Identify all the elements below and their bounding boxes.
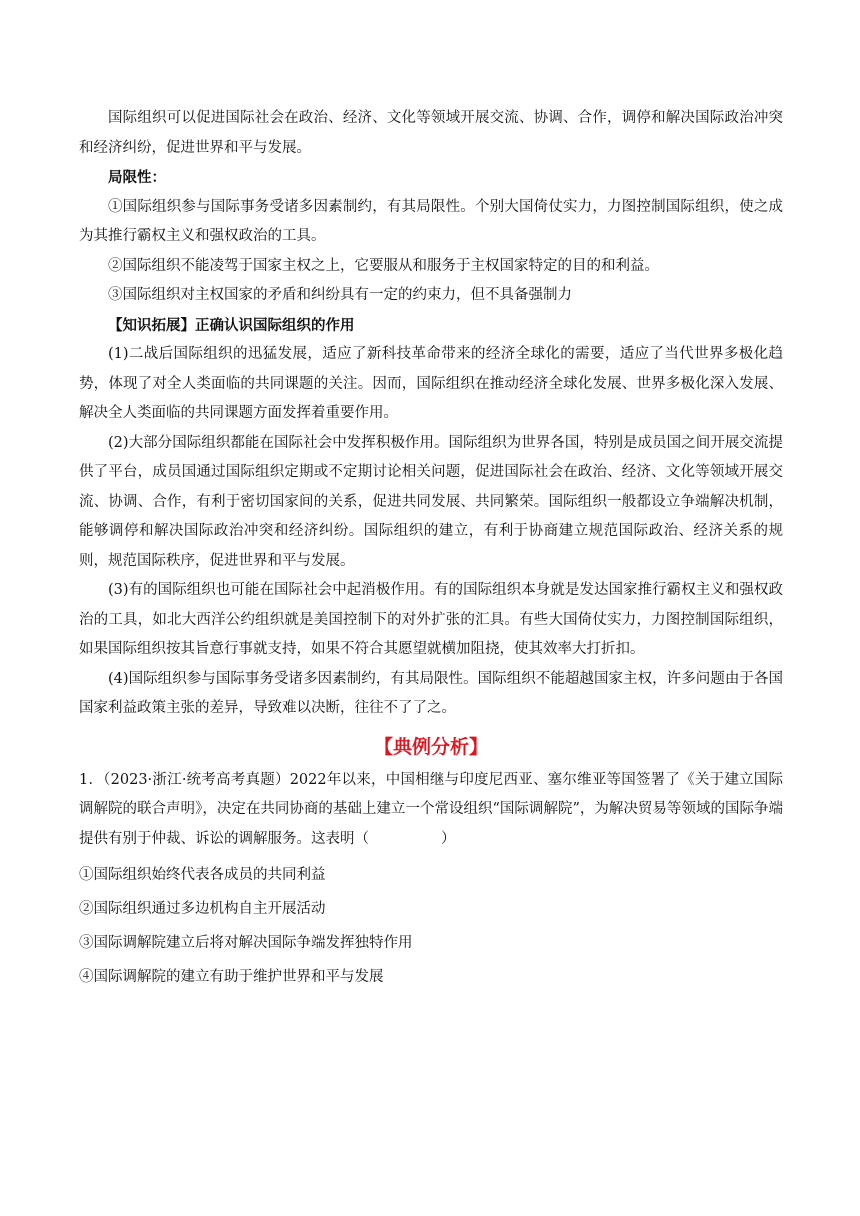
limitations-heading: 局限性： xyxy=(108,169,166,186)
option-3: ③国际调解院建立后将对解决国际争端发挥独特作用 xyxy=(79,935,413,951)
question-stem-text: 1．（2023·浙江·统考高考真题）2022年以来，中国相继与印度尼西亚、塞尔维亚等国签署了《关于建立国际调解院的联合声明》，决定在共同协商的基础上建立一个常设组织“国际调解院”，为解决贸易等领域的国际争端提供有别于仲裁、诉讼的调解服务。这表明（ xyxy=(79,771,783,847)
knowledge-paragraph-4: (4)国际组织参与国际事务受诸多因素制约，有其局限性。国际组织不能超越国家主权，许多问题由于各国国家利益政策主张的差异，导致难以决断，往往不了了之。 xyxy=(79,670,783,716)
question-stem-close: ） xyxy=(441,830,456,847)
knowledge-paragraph-1: (1)二战后国际组织的迅猛发展，适应了新科技革命带来的经济全球化的需要，适应了当代世界多极化趋势，体现了对全人类面临的共同课题的关注。因而，国际组织在推动经济全球化发展、世界多极化深入发展、解决全人类面临的共同课题方面发挥着重要作用。 xyxy=(79,346,783,421)
limitation-item-1: ①国际组织参与国际事务受诸多因素制约，有其局限性。个别大国倚仗实力，力图控制国际组织，使之成为其推行霸权主义和强权政治的工具。 xyxy=(79,198,783,244)
question-options xyxy=(79,858,783,994)
option-2: ②国际组织通过多边机构自主开展活动 xyxy=(79,901,326,917)
intro-paragraph: 国际组织可以促进国际社会在政治、经济、文化等领域开展交流、协调、合作，调停和解决国际政治冲突和经济纠纷，促进世界和平与发展。 xyxy=(79,110,783,156)
option-1: ①国际组织始终代表各成员的共同利益 xyxy=(79,867,326,883)
document-page xyxy=(79,104,783,994)
knowledge-paragraph-2: (2)大部分国际组织都能在国际社会中发挥积极作用。国际组织为世界各国，特别是成员国之间开展交流提供了平台，成员国通过国际组织定期或不定期讨论相关问题，促进国际社会在政治、经济、文化等领域开展交流、协调、合作，有利于密切国家间的关系，促进共同发展、共同繁荣。国际组织一般都设立争端解决机制，能够调停和解决国际政治冲突和经济纠纷。国际组织的建立，有利于协商建立规范国际政治、经济关系的规则，规范国际秩序，促进世界和平与发展。 xyxy=(79,434,783,569)
knowledge-paragraph-3: (3)有的国际组织也可能在国际社会中起消极作用。有的国际组织本身就是发达国家推行霸权主义和强权政治的工具，如北大西洋公约组织就是美国控制下的对外扩张的汇具。有些大国倚仗实力，力图控制国际组织，如果国际组织按其旨意行事就支持，如果不符合其愿望就横加阻挠，使其效率大打折扣。 xyxy=(79,582,783,657)
knowledge-extension-heading: 【知识拓展】正确认识国际组织的作用 xyxy=(108,316,355,334)
section-title: 【典例分析】 xyxy=(373,735,488,758)
limitation-item-2: ②国际组织不能凌驾于国家主权之上，它要服从和服务于主权国家特定的目的和利益。 xyxy=(108,257,659,274)
question-stem xyxy=(79,766,783,855)
limitation-item-3: ③国际组织对主权国家的矛盾和纠纷具有一定的约束力，但不具备强制力 xyxy=(108,287,572,303)
option-4: ④国际调解院的建立有助于维护世界和平与发展 xyxy=(79,969,384,985)
